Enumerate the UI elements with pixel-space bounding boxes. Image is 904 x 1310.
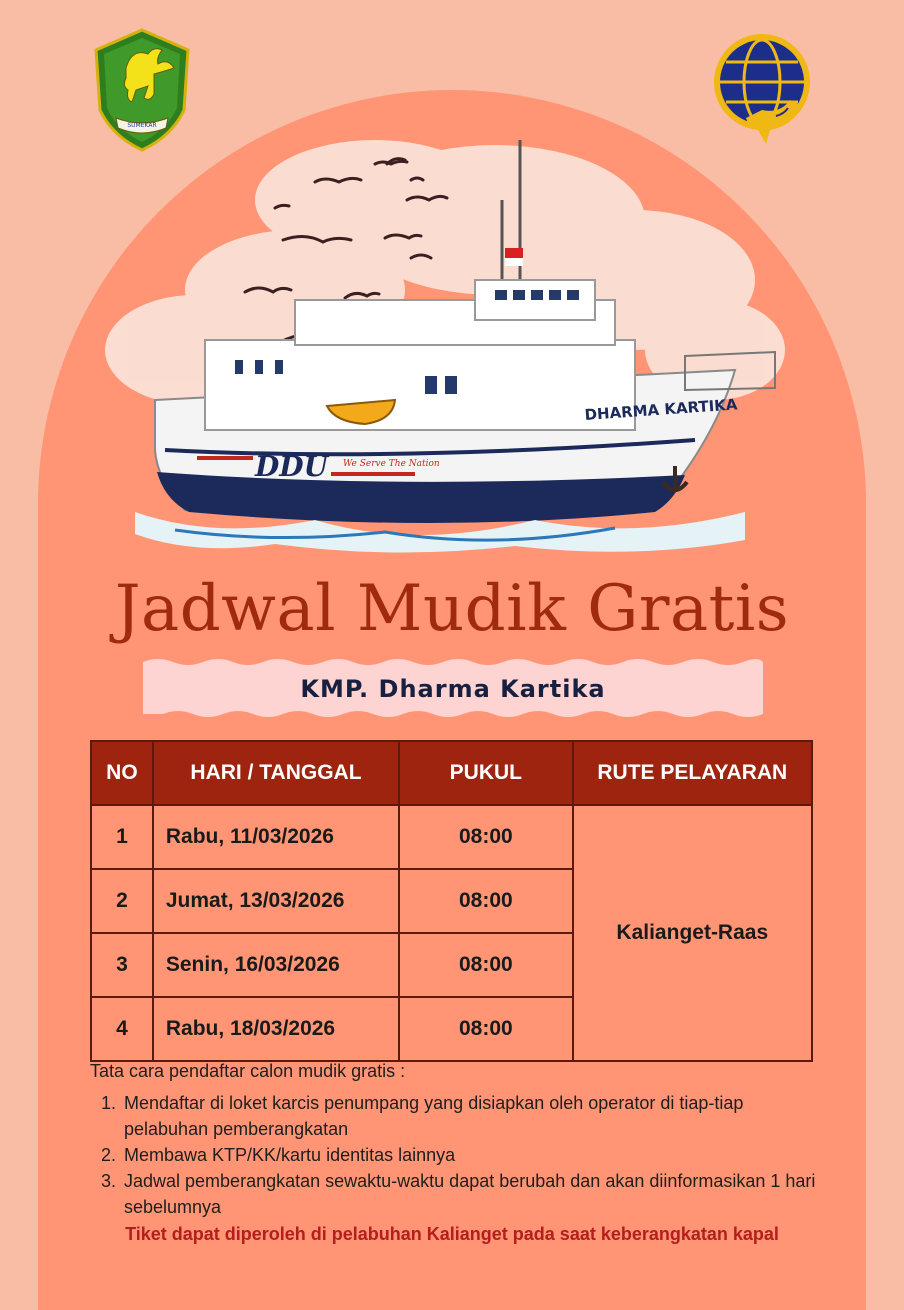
row-time: 08:00 (399, 869, 572, 933)
subtitle: KMP. Dharma Kartika (300, 675, 606, 703)
crest-ribbon-text: SUMEKAR (127, 122, 157, 129)
ship-name-text: DHARMA KARTIKA (584, 395, 738, 424)
page-title: Jadwal Mudik Gratis (114, 572, 790, 646)
list-item: 2. Membawa KTP/KK/kartu identitas lainnya (121, 1142, 830, 1168)
header-day: HARI / TANGGAL (153, 741, 399, 805)
info-list (90, 1090, 830, 1220)
row-number: 3 (91, 933, 153, 997)
row-day: Rabu, 11/03/2026 (153, 805, 399, 869)
table-header-row (91, 741, 812, 805)
row-time: 08:00 (399, 933, 572, 997)
table-row (91, 805, 812, 869)
ship-illustration (95, 120, 795, 560)
row-time: 08:00 (399, 997, 572, 1061)
row-time: 08:00 (399, 805, 572, 869)
ship-hull-logo: DDU (255, 450, 328, 483)
row-number: 4 (91, 997, 153, 1061)
info-title: Tata cara pendaftar calon mudik gratis : (90, 1061, 406, 1081)
list-item: 1. Mendaftar di loket karcis penumpang yang disiapkan oleh operator di tiap-tiap pelabuhan pemberangkatan (121, 1090, 830, 1142)
footer-note: Tiket dapat diperoleh di pelabuhan Kalianget pada saat keberangkatan kapal (125, 1224, 779, 1244)
ship-decks (205, 340, 635, 430)
schedule-table (90, 740, 813, 1062)
row-day: Rabu, 18/03/2026 (153, 997, 399, 1061)
row-day: Senin, 16/03/2026 (153, 933, 399, 997)
row-number: 1 (91, 805, 153, 869)
registration-info (90, 1058, 830, 1220)
header-time: PUKUL (399, 741, 572, 805)
row-day: Jumat, 13/03/2026 (153, 869, 399, 933)
list-item: 3. Jadwal pemberangkatan sewaktu-waktu dapat berubah dan akan diinformasikan 1 hari sebelumnya (121, 1168, 830, 1220)
row-number: 2 (91, 869, 153, 933)
route-cell: Kalianget-Raas (573, 805, 812, 1061)
ship-hull-slogan: We Serve The Nation (343, 459, 440, 469)
flag (505, 248, 523, 258)
header-route: RUTE PELAYARAN (573, 741, 812, 805)
header-no: NO (91, 741, 153, 805)
